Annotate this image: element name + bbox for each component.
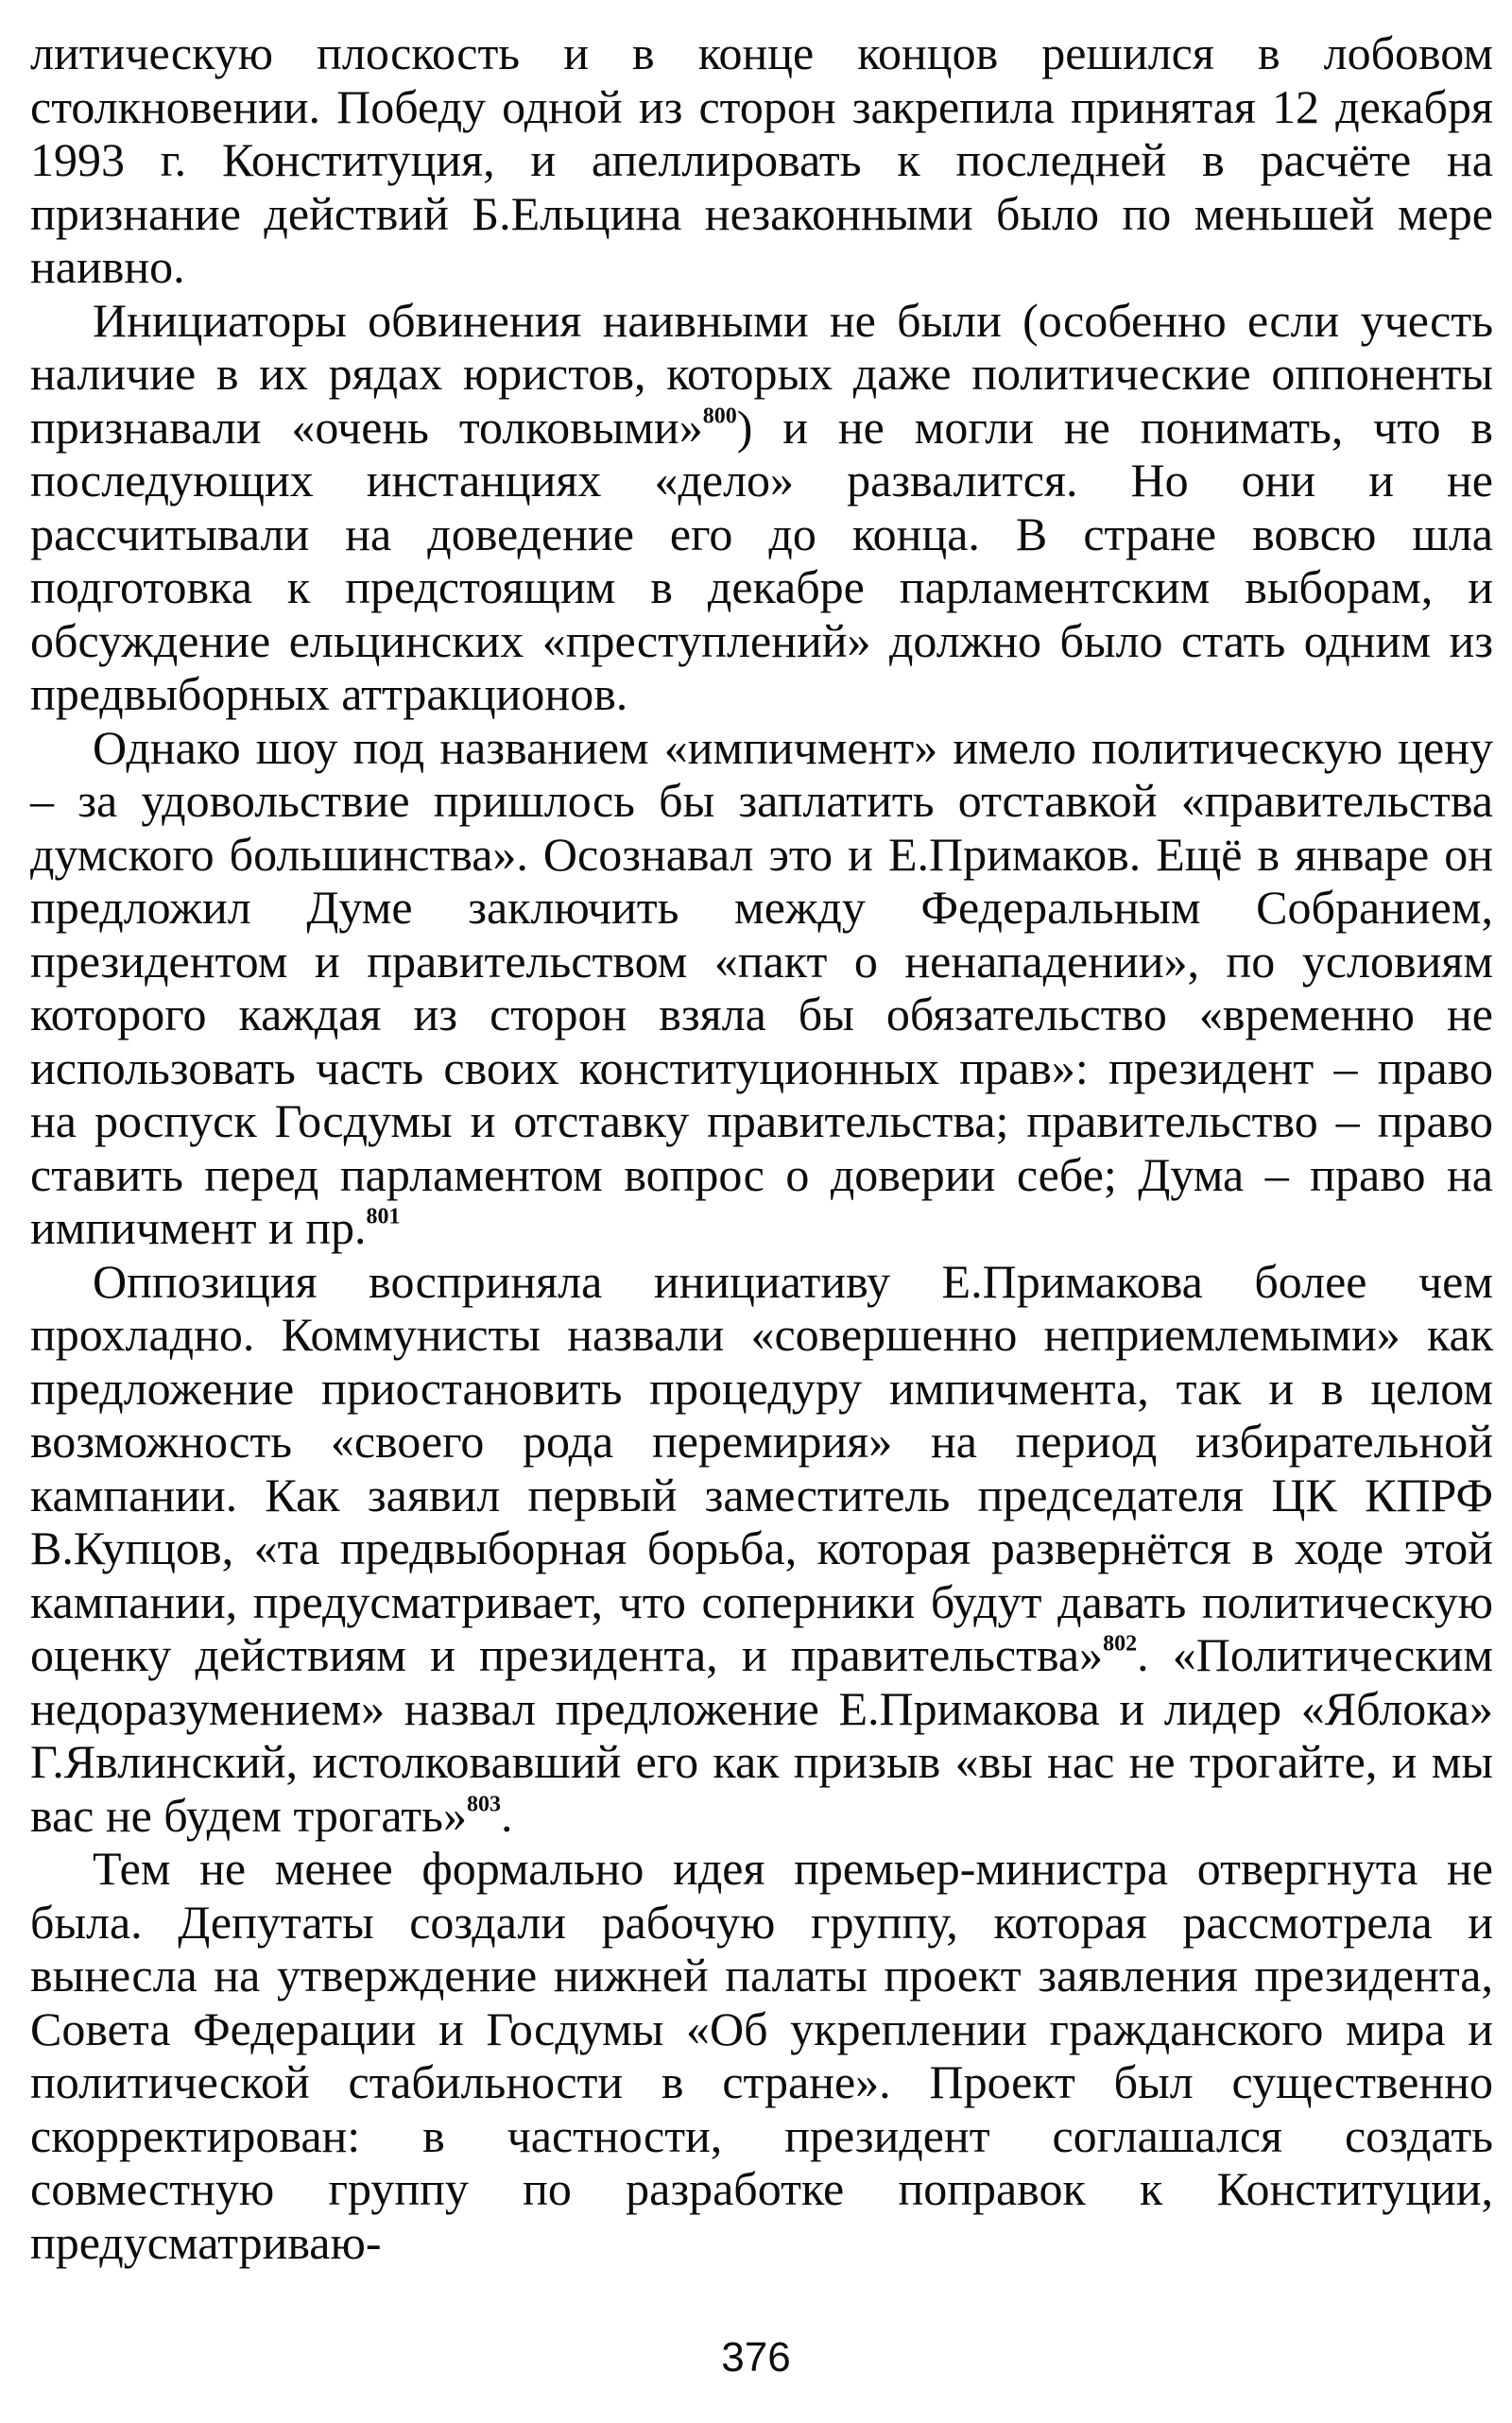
footnote-ref: 800 — [702, 403, 737, 428]
footnote-ref: 801 — [366, 1204, 401, 1229]
footnote-ref: 802 — [1103, 1631, 1138, 1657]
page-number: 376 — [721, 2334, 791, 2380]
paragraph-text: Однако шоу под названием «импичмент» имело политическую цену – за удовольствие пришлось бы заплатить отставкой «правительства думского большинства». Осознавал это и Е.Примаков. Ещё в январе он предложил Думе заключить между Федеральным Собранием, президентом и правительством «пакт о ненападении», по условиям которого каждая из сторон взяла бы обязательство «временно не использовать часть своих конституционных прав»: президент – право на роспуск Госдумы и отставку правительства; правительство – право ставить перед парламентом вопрос о доверии себе; Дума – право на импичмент и пр. — [30, 720, 1493, 1254]
footnote-ref: 803 — [466, 1791, 501, 1816]
paragraph-text: . — [500, 1788, 513, 1842]
paragraph-text: литическую плоскость и в конце концов решился в лобовом столкновении. Победу одной из сторон закрепила принятая 12 декабря 1993 г. Конституция, и апеллировать к последней в расчёте на признание действий Б.Ельцина незаконными было по меньшей мере наивно. — [30, 26, 1493, 293]
paragraph — [30, 1842, 1493, 2269]
paragraph-text: Тем не менее формально идея премьер-министра отвергнута не была. Депутаты создали рабочую группу, которая рассмотрела и вынесла на утверждение нижней палаты проект заявления президента, Совета Федерации и Госдумы «Об укреплении гражданского мира и политической стабильности в стране». Проект был существенно скорректирован: в частности, президент соглашался создать совместную группу по разработке поправок к Конституции, предусматриваю- — [30, 1842, 1493, 2269]
paragraph-text: ) и не могли не понимать, что в последующих инстанциях «дело» развалится. Но они и не рассчитывали на доведение его до конца. В стране вовсю шла подготовка к предстоящим в декабре парламентским выборам, и обсуждение ельцинских «преступлений» должно было стать одним из предвыборных аттракционов. — [30, 400, 1494, 720]
paragraph — [30, 26, 1493, 294]
paragraph-text: . «Политическим недоразумением» назвал предложение Е.Примакова и лидер «Яблока» Г.Явлинский, истолковавший его как призыв «вы нас не трогайте, и мы вас не будем трогать» — [30, 1628, 1494, 1842]
paragraph — [30, 721, 1493, 1255]
paragraph — [30, 1255, 1493, 1843]
page-body — [30, 26, 1493, 2269]
paragraph-text: Оппозиция восприняла инициативу Е.Примакова более чем прохладно. Коммунисты назвали «совершенно неприемлемыми» как предложение приостановить процедуру импичмента, так и в целом возможность «своего рода перемирия» на период избирательной кампании. Как заявил первый заместитель председателя ЦК КПРФ В.Купцов, «та предвыборная борьба, которая развернётся в ходе этой кампании, предусматривает, что соперники будут давать политическую оценку действиям и президента, и правительства» — [30, 1254, 1493, 1681]
paragraph-text: Инициаторы обвинения наивными не были (особенно если учесть наличие в их рядах юристов, которых даже политические оппоненты признавали «очень толковыми» — [30, 293, 1493, 454]
paragraph — [30, 294, 1493, 721]
